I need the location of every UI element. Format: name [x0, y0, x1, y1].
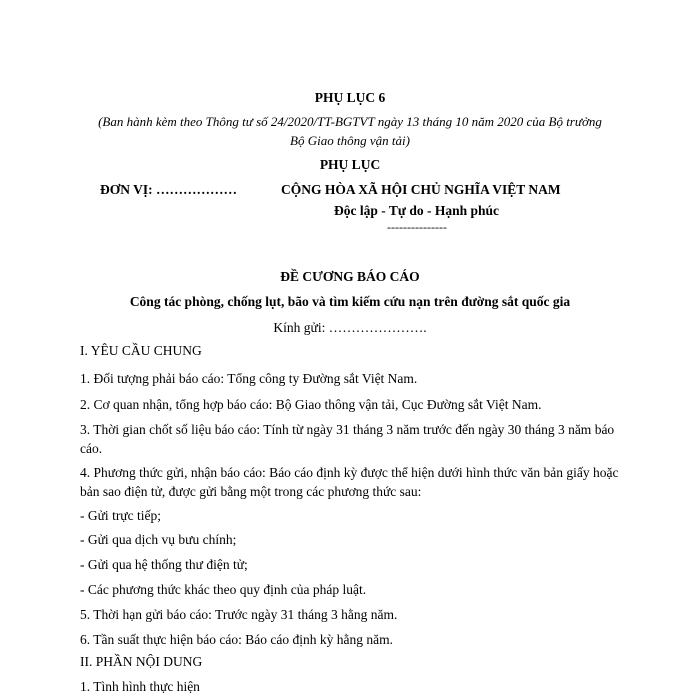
motto-divider: ---------------: [387, 220, 447, 234]
recipient-line: Kính gửi: ………………….: [273, 320, 427, 335]
list-item: 2. Cơ quan nhận, tổng hợp báo cáo: Bộ Giao thông vận tải, Cục Đường sắt Việt Nam.: [80, 397, 542, 412]
list-item: - Gửi trực tiếp;: [80, 508, 161, 523]
unit-label: ĐƠN VỊ: ………………: [100, 182, 238, 197]
issuance-note-line1: (Ban hành kèm theo Thông tư số 24/2020/TT-BGTVT ngày 13 tháng 10 năm 2020 của Bộ trưởng: [98, 114, 602, 129]
section-heading: II. PHẦN NỘI DUNG: [80, 654, 203, 669]
issuance-note-line2: Bộ Giao thông vận tải): [290, 133, 410, 148]
list-item: 1. Đối tượng phải báo cáo: Tổng công ty Đường sắt Việt Nam.: [80, 371, 418, 386]
nation-name: CỘNG HÒA XÃ HỘI CHỦ NGHĨA VIỆT NAM: [281, 182, 561, 197]
appendix-title: PHỤ LỤC: [319, 157, 381, 172]
report-subtitle: Công tác phòng, chống lụt, bão và tìm kiếm cứu nạn trên đường sắt quốc gia: [129, 294, 571, 309]
list-item: 1. Tình hình thực hiện: [80, 679, 200, 694]
list-item: - Các phương thức khác theo quy định của pháp luật.: [80, 582, 367, 597]
list-item: 4. Phương thức gửi, nhận báo cáo: Báo cáo định kỳ được thể hiện dưới hình thức văn bản giấy hoặc bản sao điện tử, được gửi bằng một trong các phương thức sau:: [80, 465, 619, 499]
list-item: 5. Thời hạn gửi báo cáo: Trước ngày 31 tháng 3 hằng năm.: [80, 607, 398, 622]
list-item: 6. Tần suất thực hiện báo cáo: Báo cáo định kỳ hằng năm.: [80, 632, 393, 647]
national-motto: Độc lập - Tự do - Hạnh phúc: [334, 203, 500, 218]
report-title: ĐỀ CƯƠNG BÁO CÁO: [280, 269, 420, 284]
list-item: - Gửi qua hệ thống thư điện tử;: [80, 557, 248, 572]
appendix-number: PHỤ LỤC 6: [314, 90, 386, 105]
section-heading: I. YÊU CẦU CHUNG: [80, 343, 202, 358]
list-item: - Gửi qua dịch vụ bưu chính;: [80, 532, 237, 547]
list-item: 3. Thời gian chốt số liệu báo cáo: Tính từ ngày 31 tháng 3 năm trước đến ngày 30 tháng 3 năm báo cáo.: [80, 422, 615, 456]
